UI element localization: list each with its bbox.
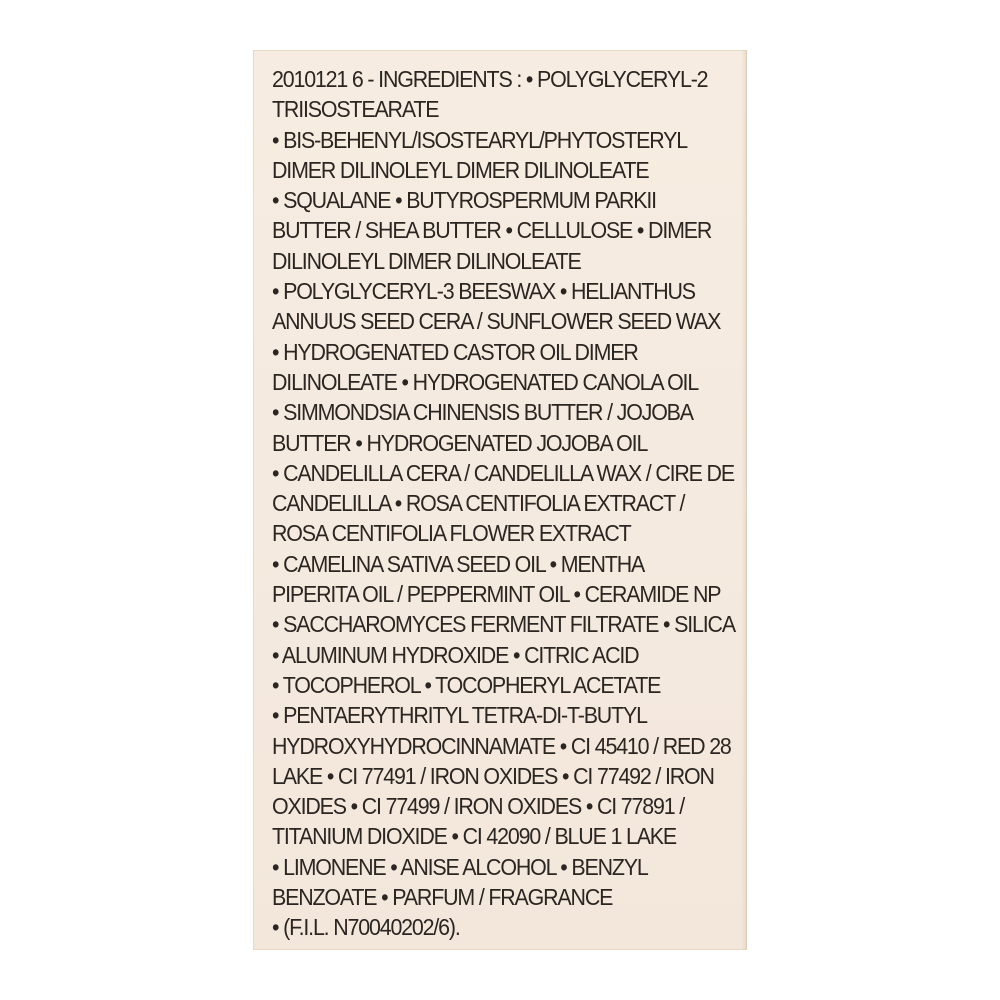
ingredients-line: • CAMELINA SATIVA SEED OIL • MENTHA <box>272 550 645 577</box>
ingredients-line: • LIMONENE • ANISE ALCOHOL • BENZYL <box>272 853 648 880</box>
ingredients-line: BUTTER • HYDROGENATED JOJOBA OIL <box>272 429 648 456</box>
ingredients-line: • POLYGLYCERYL-3 BEESWAX • HELIANTHUS <box>272 278 695 305</box>
ingredients-line: • HYDROGENATED CASTOR OIL DIMER <box>272 338 638 365</box>
ingredients-line: • CANDELILLA CERA / CANDELILLA WAX / CIRE DE <box>272 459 734 486</box>
ingredients-label-card <box>253 50 747 950</box>
ingredients-line: CANDELILLA • ROSA CENTIFOLIA EXTRACT / <box>272 490 685 517</box>
ingredients-line: • SQUALANE • BUTYROSPERMUM PARKII <box>272 187 656 214</box>
ingredients-line: TITANIUM DIOXIDE • CI 42090 / BLUE 1 LAKE <box>272 823 677 850</box>
ingredients-text <box>272 64 735 943</box>
ingredients-line: DIMER DILINOLEYL DIMER DILINOLEATE <box>272 156 649 183</box>
ingredients-line: TRIISOSTEARATE <box>272 96 439 123</box>
ingredients-line: BENZOATE • PARFUM / FRAGRANCE <box>272 884 613 911</box>
ingredients-line: BUTTER / SHEA BUTTER • CELLULOSE • DIMER <box>272 217 712 244</box>
ingredients-line: • SACCHAROMYCES FERMENT FILTRATE • SILICA <box>272 611 735 638</box>
ingredients-line: • BIS-BEHENYL/ISOSTEARYL/PHYTOSTERYL <box>272 126 687 153</box>
ingredients-line: ANNUUS SEED CERA / SUNFLOWER SEED WAX <box>272 308 721 335</box>
ingredients-line: • TOCOPHEROL • TOCOPHERYL ACETATE <box>272 671 661 698</box>
ingredients-line: OXIDES • CI 77499 / IRON OXIDES • CI 77891 / <box>272 793 685 820</box>
ingredients-line: • SIMMONDSIA CHINENSIS BUTTER / JOJOBA <box>272 399 693 426</box>
ingredients-line: DILINOLEATE • HYDROGENATED CANOLA OIL <box>272 368 699 395</box>
ingredients-line: • (F.I.L. N70040202/6). <box>272 914 460 941</box>
ingredients-line: 2010121 6 - INGREDIENTS : • POLYGLYCERYL-2 <box>272 66 708 92</box>
ingredients-line: PIPERITA OIL / PEPPERMINT OIL • CERAMIDE NP <box>272 581 721 608</box>
ingredients-line: LAKE • CI 77491 / IRON OXIDES • CI 77492 / IRON <box>272 762 714 789</box>
ingredients-line: • PENTAERYTHRITYL TETRA-DI-T-BUTYL <box>272 702 647 729</box>
ingredients-line: ROSA CENTIFOLIA FLOWER EXTRACT <box>272 520 631 547</box>
ingredients-line: DILINOLEYL DIMER DILINOLEATE <box>272 247 581 274</box>
ingredients-line: • ALUMINUM HYDROXIDE • CITRIC ACID <box>272 641 639 668</box>
ingredients-line: HYDROXYHYDROCINNAMATE • CI 45410 / RED 28 <box>272 732 731 759</box>
card-shadow-edge <box>741 50 747 950</box>
